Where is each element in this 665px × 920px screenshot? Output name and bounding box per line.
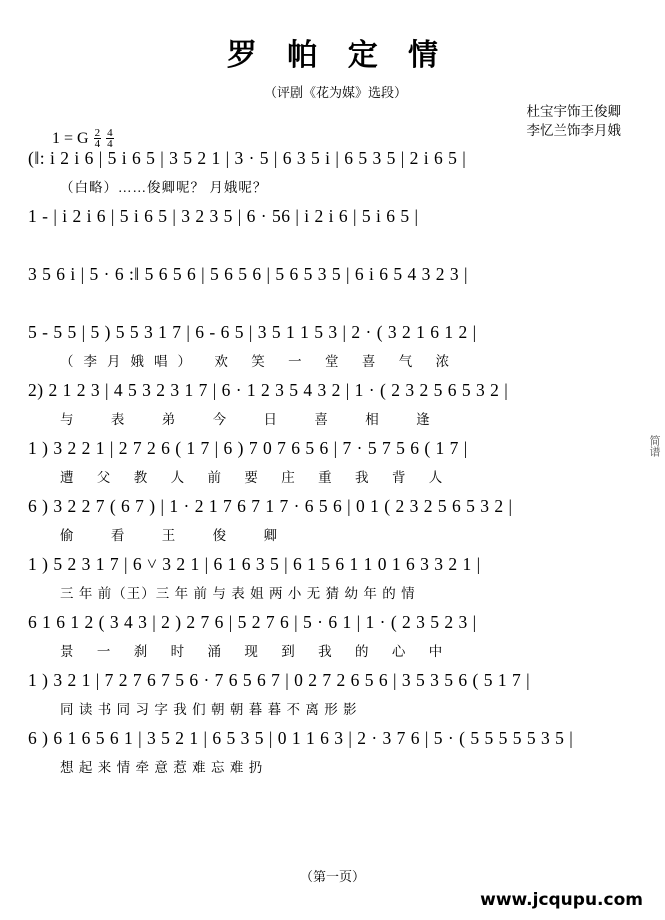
page-number-label: （第一页） [299, 869, 365, 884]
stave-notes: 1 ) 3 2 2 1 | 2 7 2 6 ( 1 7 | 6 ) 7 0 7 6 5 6 | 7 · 5 7 5 6 ( 1 7 | [28, 438, 468, 458]
stave-row [0, 670, 665, 728]
stave-row [0, 206, 665, 264]
stave-notes: 1 ) 5 2 3 1 7 | 6 ˅ 3 2 1 | 6 1 6 3 5 | 6 1 5 6 1 1 0 1 6 3 3 2 1 | [28, 554, 481, 574]
stave-row [0, 322, 665, 380]
stave-lyrics: 偷 看 王 俊 卿 [60, 528, 294, 543]
stave-lyrics: 遭 父 教 人 前 要 庄 重 我 背 人 [60, 470, 453, 485]
stave-row [0, 438, 665, 496]
page-subtitle: （评剧《花为媒》选段） [263, 85, 407, 100]
stave-row [0, 612, 665, 670]
meter-4-4-numerator: 4 [107, 127, 113, 139]
meter-2-4-denominator: 4 [94, 138, 101, 150]
credit-line-2: 李忆兰饰李月娥 [526, 123, 621, 138]
sheet-music-page [0, 30, 665, 920]
meter-4-4-denominator: 4 [107, 138, 113, 150]
meter-4-4 [106, 128, 114, 149]
key-signature-text: 1 = G [52, 129, 89, 147]
website-watermark: www.jcqupu.com [480, 890, 643, 910]
stave-row [0, 496, 665, 554]
stave-notes: (‖: i 2 i 6 | 5 i 6 5 | 3 5 2 1 | 3 · 5 | 6 3 5 i | 6 5 3 5 | 2 i 6 5 | [28, 148, 467, 168]
stave-notes: 6 1 6 1 2 ( 3 4 3 | 2 ) 2 7 6 | 5 2 7 6 | 5 · 6 1 | 1 · ( 2 3 5 2 3 | [28, 612, 477, 632]
meter-2-4 [94, 128, 102, 149]
stave-row [0, 380, 665, 438]
stave-lyrics: 想 起 来 情 牵 意 惹 难 忘 难 扔 [60, 760, 264, 775]
stave-row [0, 554, 665, 612]
page-title: 罗 帕 定 情 [226, 38, 449, 73]
stave-row [0, 148, 665, 206]
stave-lyrics: （李月娥唱） 欢 笑 一 堂 喜 气 浓 [60, 354, 460, 369]
meter-2-4-numerator: 2 [94, 127, 101, 139]
side-mark-label: 简谱 [648, 435, 660, 457]
credits [527, 102, 622, 140]
credit-line-1: 杜宝宇饰王俊卿 [526, 104, 621, 119]
stave-notes: 3 5 6 i | 5 · 6 :‖ 5 6 5 6 | 5 6 5 6 | 5 6 5 3 5 | 6 i 6 5 4 3 2 3 | [28, 264, 468, 284]
stave-lyrics: 三 年 前（王）三 年 前 与 表 姐 两 小 无 猜 幼 年 的 情 [60, 586, 416, 601]
stave-notes: 1 ) 3 2 1 | 7 2 7 6 7 5 6 · 7 6 5 6 7 | 0 2 7 2 6 5 6 | 3 5 3 5 6 ( 5 1 7 | [28, 670, 531, 690]
stave-notes: 1 - | i 2 i 6 | 5 i 6 5 | 3 2 3 5 | 6 · 56 | i 2 i 6 | 5 i 6 5 | [28, 206, 419, 226]
stave-row [0, 264, 665, 322]
key-signature [52, 128, 114, 149]
stave-notes: 5 - 5 5 | 5 ) 5 5 3 1 7 | 6 - 6 5 | 3 5 1 1 5 3 | 2 · ( 3 2 1 6 1 2 | [28, 322, 477, 342]
stave-notes: 6 ) 3 2 2 7 ( 6 7 ) | 1 · 2 1 7 6 7 1 7 · 6 5 6 | 0 1 ( 2 3 2 5 6 5 3 2 | [28, 496, 513, 516]
stave-lyrics: 景 一 刹 时 涌 现 到 我 的 心 中 [60, 644, 453, 659]
stave-notes: 6 ) 6 1 6 5 6 1 | 3 5 2 1 | 6 5 3 5 | 0 1 1 6 3 | 2 · 3 7 6 | 5 · ( 5 5 5 5 5 3 5 | [28, 728, 574, 748]
stave-lyrics: 同 读 书 同 习 字 我 们 朝 朝 暮 暮 不 离 形 影 [60, 702, 358, 717]
music-body [0, 148, 665, 786]
stave-notes: 2) 2 1 2 3 | 4 5 3 2 3 1 7 | 6 · 1 2 3 5 4 3 2 | 1 · ( 2 3 2 5 6 5 3 2 | [28, 380, 509, 400]
stave-row [0, 728, 665, 786]
stave-lyrics: （白略）……俊卿呢？ 月娥呢？ [60, 180, 268, 195]
stave-lyrics: 与 表 弟 今 日 喜 相 逢 [60, 412, 447, 427]
